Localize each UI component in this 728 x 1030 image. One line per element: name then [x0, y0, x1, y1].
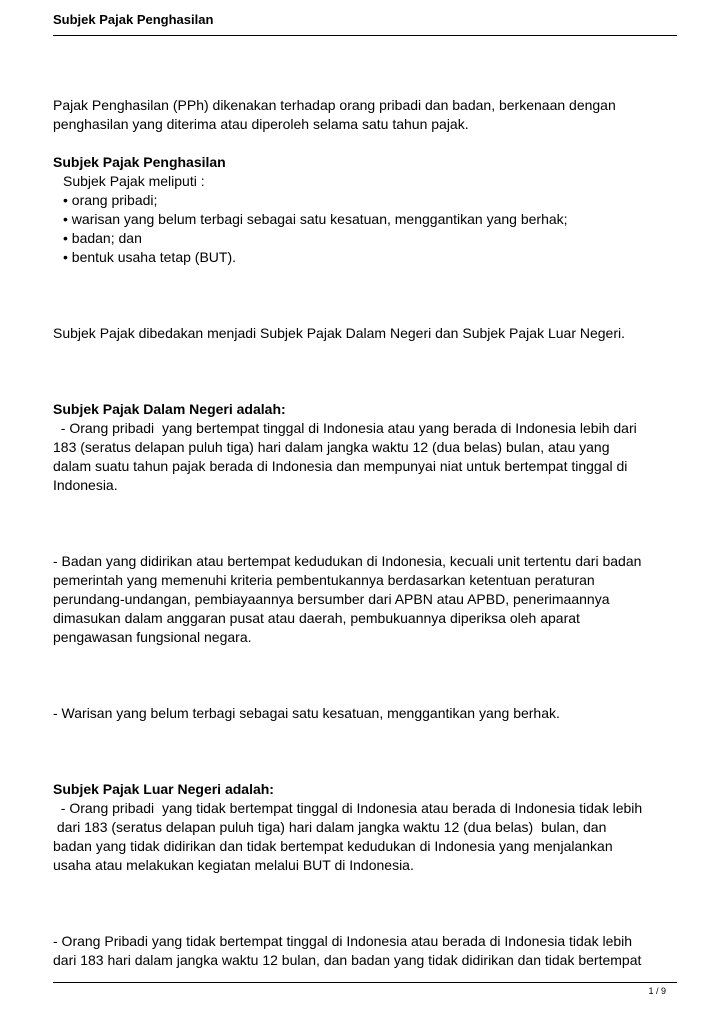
section-heading-luar-negeri: Subjek Pajak Luar Negeri adalah: [53, 781, 274, 797]
page-number: 1 / 9 [648, 986, 666, 996]
paragraph-line: dari 183 (seratus delapan puluh tiga) hari dalam jangka waktu 12 (dua belas) bulan, dan [53, 819, 607, 835]
paragraph-line: - Orang Pribadi yang tidak bertempat tinggal di Indonesia atau berada di Indonesia tidak lebih [53, 933, 633, 949]
list-item: • warisan yang belum terbagi sebagai satu kesatuan, menggantikan yang berhak; [63, 211, 568, 227]
paragraph-line: 183 (seratus delapan puluh tiga) hari dalam jangka waktu 12 (dua belas) bulan, atau yang [53, 439, 610, 455]
paragraph-line: pemerintah yang memenuhi kriteria pembentukannya berdasarkan ketentuan peraturan [53, 572, 595, 588]
paragraph-line: - Warisan yang belum terbagi sebagai satu kesatuan, menggantikan yang berhak. [53, 705, 560, 721]
intro-line: penghasilan yang diterima atau diperoleh selama satu tahun pajak. [53, 116, 469, 132]
footer-divider [53, 982, 677, 983]
list-item: • orang pribadi; [63, 192, 158, 208]
section-heading-dalam-negeri: Subjek Pajak Dalam Negeri adalah: [53, 401, 286, 417]
paragraph-line: usaha atau melakukan kegiatan melalui BUT di Indonesia. [53, 857, 414, 873]
dibedakan-paragraph: Subjek Pajak dibedakan menjadi Subjek Pajak Dalam Negeri dan Subjek Pajak Luar Negeri. [53, 325, 626, 341]
paragraph-line: - Orang pribadi yang tidak bertempat tinggal di Indonesia atau berada di Indonesia tidak lebih [53, 800, 643, 816]
intro-line: Pajak Penghasilan (PPh) dikenakan terhadap orang pribadi dan badan, berkenaan dengan [53, 97, 616, 113]
paragraph-line: badan yang tidak didirikan dan tidak bertempat kedudukan di Indonesia yang menjalankan [53, 838, 613, 854]
paragraph-line: dalam suatu tahun pajak berada di Indonesia dan mempunyai niat untuk bertempat tinggal di [53, 458, 628, 474]
paragraph-line: - Orang pribadi yang bertempat tinggal di Indonesia atau yang berada di Indonesia lebih dari [53, 420, 637, 436]
header-divider [53, 35, 677, 36]
document-body [53, 96, 679, 970]
page-header-title: Subjek Pajak Penghasilan [53, 12, 214, 27]
paragraph-line: Indonesia. [53, 477, 118, 493]
paragraph-line: perundang-undangan, pembiayaannya bersumber dari APBN atau APBD, penerimaannya [53, 591, 610, 607]
paragraph-line: dimasukan dalam anggaran pusat atau daerah, pembukuannya diperiksa oleh aparat [53, 610, 580, 626]
list-item: • badan; dan [63, 230, 142, 246]
paragraph-line: - Badan yang didirikan atau bertempat kedudukan di Indonesia, kecuali unit tertentu dari badan [53, 553, 642, 569]
section-heading-subjek: Subjek Pajak Penghasilan [53, 154, 226, 170]
subjek-lead: Subjek Pajak meliputi : [63, 173, 205, 189]
list-item: • bentuk usaha tetap (BUT). [63, 249, 236, 265]
paragraph-line: dari 183 hari dalam jangka waktu 12 bulan, dan badan yang tidak didirikan dan tidak bertempat [53, 952, 642, 968]
paragraph-line: pengawasan fungsional negara. [53, 629, 252, 645]
